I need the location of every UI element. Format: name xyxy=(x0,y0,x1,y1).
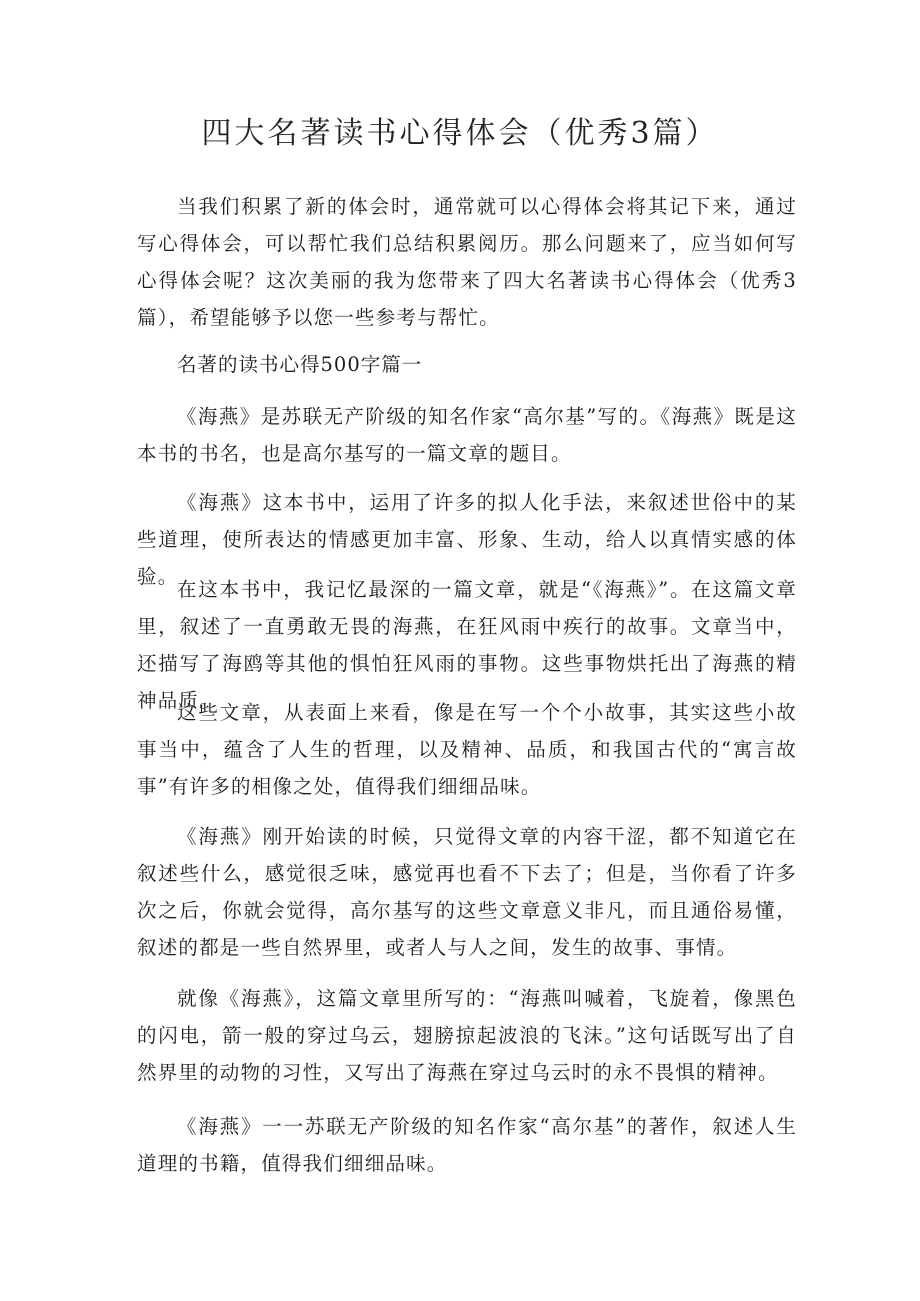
body-paragraph-7: 《海燕》一一苏联无产阶级的知名作家“高尔基”的著作，叙述人生道理的书籍，值得我们细细品味。 xyxy=(137,1115,797,1175)
body-paragraph-1: 《海燕》是苏联无产阶级的知名作家“高尔基”写的。《海燕》既是这本书的书名，也是高尔基写的一篇文章的题目。 xyxy=(137,405,797,465)
body-paragraph-5: 《海燕》刚开始读的时候，只觉得文章的内容干涩，都不知道它在叙述些什么，感觉很乏味，感觉再也看不下去了；但是，当你看了许多次之后，你就会觉得，高尔基写的这些文章意义非凡，而且通俗易懂，叙述的都是一些自然界里，或者人与人之间，发生的故事、事情。 xyxy=(137,825,797,959)
intro-paragraph: 当我们积累了新的体会时，通常就可以心得体会将其记下来，通过写心得体会，可以帮忙我们总结积累阅历。那么问题来了，应当如何写心得体会呢？这次美丽的我为您带来了四大名著读书心得体会（优秀3篇），希望能够予以您一些参考与帮忙。 xyxy=(137,195,797,329)
document-title: 四大名著读书心得体会（优秀3篇） xyxy=(201,116,719,151)
body-paragraph-6: 就像《海燕》，这篇文章里所写的：“海燕叫喊着，飞旋着，像黑色的闪电，箭一般的穿过乌云，翅膀掠起波浪的飞沫。”这句话既写出了自然界里的动物的习性，又写出了海燕在穿过乌云时的永不畏惧的精神。 xyxy=(137,987,797,1084)
section-heading: 名著的读书心得500字篇一 xyxy=(177,353,423,376)
body-paragraph-2: 《海燕》这本书中，运用了许多的拟人化手法，来叙述世俗中的某些道理，使所表达的情感更加丰富、形象、生动，给人以真情实感的体验。 xyxy=(137,491,797,588)
body-paragraph-4: 这些文章，从表面上来看，像是在写一个个小故事，其实这些小故事当中，蕴含了人生的哲理，以及精神、品质，和我国古代的“寓言故事”有许多的相像之处，值得我们细细品味。 xyxy=(137,701,797,798)
body-paragraph-3: 在这本书中，我记忆最深的一篇文章，就是“《海燕》”。在这篇文章里，叙述了一直勇敢无畏的海燕，在狂风雨中疾行的故事。文章当中，还描写了海鸥等其他的惧怕狂风雨的事物。这些事物烘托出了海燕的精神品质。 xyxy=(137,578,797,712)
